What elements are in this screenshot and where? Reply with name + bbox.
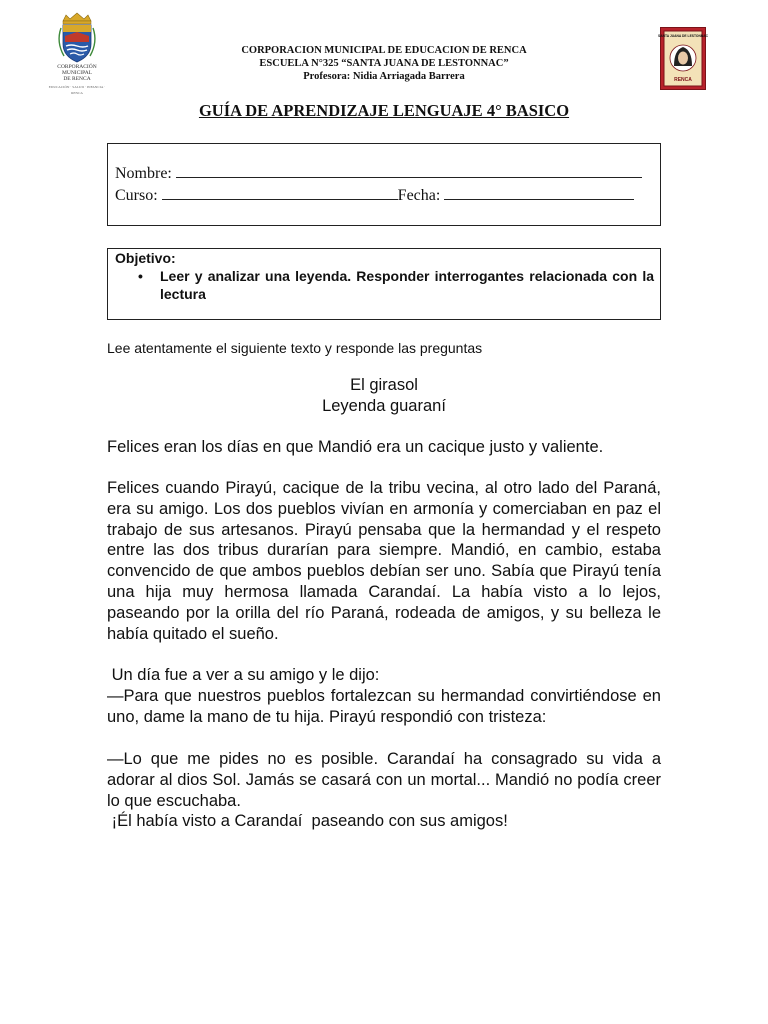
name-field[interactable] bbox=[176, 163, 642, 178]
school-logo bbox=[657, 27, 709, 90]
header-institution: CORPORACION MUNICIPAL DE EDUCACION DE RENCA bbox=[241, 45, 527, 56]
caption-line: CORPORACIÓN bbox=[57, 64, 97, 70]
course-label: Curso: bbox=[115, 187, 158, 204]
guide-title-text: GUÍA DE APRENDIZAJE LENGUAJE 4° BASICO bbox=[198, 101, 570, 120]
objective-item: Leer y analizar una leyenda. Responder interrogantes relacionada con la lectura bbox=[160, 268, 654, 302]
badge-bottom-text: RENCA bbox=[674, 77, 692, 83]
header-teacher: Profesora: Nidia Arriagada Barrera bbox=[303, 71, 465, 82]
paragraph-text: Un día fue a ver a su amigo y le dijo: bbox=[107, 666, 380, 684]
story-subtitle: Leyenda guaraní bbox=[322, 397, 446, 415]
paragraph-text: ¡Él había visto a Carandaí paseando con sus amigos! bbox=[107, 812, 508, 831]
story-paragraph-1 bbox=[107, 437, 661, 458]
caption-line: DE RENCA bbox=[63, 76, 91, 83]
header-school: ESCUELA N°325 “SANTA JUANA DE LESTONNAC” bbox=[259, 58, 509, 69]
date-field[interactable] bbox=[444, 185, 634, 200]
municipal-logo-caption bbox=[44, 64, 110, 96]
course-date-row bbox=[115, 185, 634, 205]
story-paragraph-3 bbox=[107, 665, 661, 727]
caption-line: MUNICIPAL bbox=[61, 70, 93, 77]
municipal-logo bbox=[44, 12, 110, 94]
paragraph-text: Felices cuando Pirayú, cacique de la tribu vecina, al otro lado del Paraná, era su amigo. Los dos pueblos vivían en armonía y comerciaban en paz el trabajo de sus artesanos. Pirayú pensaba que la hermandad y el respeto entre las dos tribus durarían para siempre. Mandió, en cambio, estaba convencido de que ambos pueblos debían ser uno. Sabía que Pirayú tenía una hija muy hermosa llamada Carandaí. La había visto a lo lejos, paseando por la orilla del río Paraná, rodeada de amigos, y su belleza le había quitado el sueño. bbox=[107, 479, 661, 643]
bullet-icon: • bbox=[138, 268, 143, 284]
objective-box bbox=[107, 248, 661, 320]
paragraph-text: Felices eran los días en que Mandió era un cacique justo y valiente. bbox=[107, 438, 604, 456]
caption-small: EDUCACIÓN · SALUD · INFANCIA · RENCA bbox=[48, 84, 106, 95]
municipal-crest-icon bbox=[44, 12, 110, 64]
name-row bbox=[115, 163, 642, 183]
name-label: Nombre: bbox=[115, 165, 172, 182]
paragraph-text: —Lo que me pides no es posible. Carandaí ha consagrado su vida a adorar al dios Sol. Jamás se casará con un mortal... Mandió no podía creer lo que escuchaba. bbox=[107, 750, 661, 810]
document-header bbox=[170, 44, 598, 83]
story-paragraph-2 bbox=[107, 478, 661, 644]
badge-top-text: SANTA JUANA DE LESTONNAC bbox=[657, 34, 709, 38]
course-field[interactable] bbox=[162, 185, 398, 200]
date-label: Fecha: bbox=[397, 187, 441, 204]
story-title: El girasol bbox=[350, 376, 418, 394]
student-info-box bbox=[107, 143, 661, 226]
story-paragraph-4 bbox=[107, 749, 661, 832]
school-badge-icon bbox=[657, 28, 709, 89]
instruction-text: Lee atentamente el siguiente texto y responde las preguntas bbox=[107, 340, 483, 356]
paragraph-text: —Para que nuestros pueblos fortalezcan su hermandad convirtiéndose en uno, dame la mano de tu hija. Pirayú respondió con tristeza: bbox=[107, 686, 661, 726]
guide-title bbox=[0, 101, 768, 121]
objective-label: Objetivo: bbox=[115, 250, 176, 266]
